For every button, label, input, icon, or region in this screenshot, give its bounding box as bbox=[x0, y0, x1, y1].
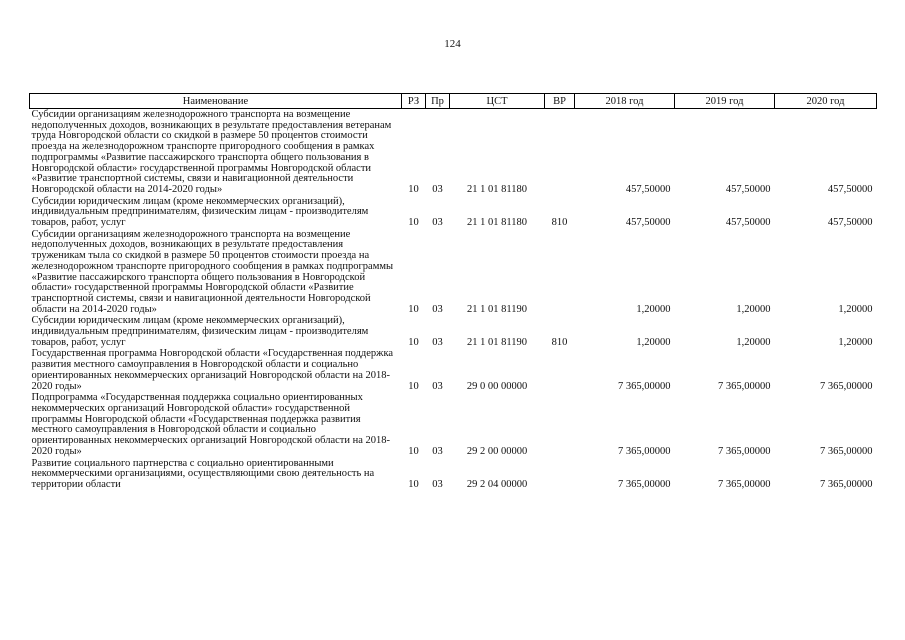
row-2020: 457,50000 bbox=[827, 217, 873, 229]
row-rz: 10 bbox=[408, 183, 419, 195]
row-2019: 1,20000 bbox=[736, 303, 771, 315]
budget-table bbox=[29, 93, 877, 491]
header-vr: ВР bbox=[545, 94, 575, 109]
row-2018: 7 365,00000 bbox=[618, 380, 671, 392]
row-2020: 457,50000 bbox=[827, 183, 873, 195]
row-2018: 457,50000 bbox=[625, 183, 671, 195]
table-row bbox=[30, 458, 877, 491]
row-pr: 03 bbox=[432, 445, 443, 457]
row-2019: 7 365,00000 bbox=[718, 380, 771, 392]
row-2018: 7 365,00000 bbox=[618, 445, 671, 457]
header-name: Наименование bbox=[30, 94, 402, 109]
header-cst: ЦСТ bbox=[450, 94, 545, 109]
table-row bbox=[30, 196, 877, 229]
row-rz: 10 bbox=[408, 217, 419, 229]
header-2019: 2019 год bbox=[675, 94, 775, 109]
row-rz: 10 bbox=[408, 336, 419, 348]
row-2019: 1,20000 bbox=[736, 336, 771, 348]
row-2019: 7 365,00000 bbox=[718, 445, 771, 457]
page-number: 124 bbox=[444, 38, 461, 50]
row-cst: 29 0 00 00000 bbox=[466, 380, 528, 392]
row-vr: 810 bbox=[551, 336, 568, 348]
table-row bbox=[30, 109, 877, 196]
row-2019: 7 365,00000 bbox=[718, 478, 771, 490]
header-rz: РЗ bbox=[402, 94, 426, 109]
row-2018: 1,20000 bbox=[636, 303, 671, 315]
row-2020: 7 365,00000 bbox=[820, 380, 873, 392]
row-pr: 03 bbox=[432, 336, 443, 348]
row-2018: 457,50000 bbox=[625, 217, 671, 229]
row-vr bbox=[545, 109, 575, 196]
row-rz: 10 bbox=[408, 478, 419, 490]
header-pr: Пр bbox=[426, 94, 450, 109]
row-2019: 457,50000 bbox=[725, 217, 771, 229]
table-header-row bbox=[30, 94, 877, 109]
row-2019: 457,50000 bbox=[725, 183, 771, 195]
row-vr bbox=[545, 229, 575, 316]
row-2020: 1,20000 bbox=[838, 336, 873, 348]
header-2018: 2018 год bbox=[575, 94, 675, 109]
row-2018: 1,20000 bbox=[636, 336, 671, 348]
table-row bbox=[30, 348, 877, 392]
row-name: Субсидии организациям железнодорожного транспорта на возмещение недополученных доходов, возникающих в результате предоставления ветеранам труда Новгородской области со скидкой в размере 50 процентов стоимости проезда на железнодорожном транспорте пригородного сообщения в рамках подпрограммы «Развитие пассажирского транспорта общего пользования в Новгородской области» государственной программы Новгородской области «Развитие транспортной системы, связи и навигационной деятельности Новгородской области на 2014-2020 годы» bbox=[31, 109, 392, 195]
table-row bbox=[30, 392, 877, 457]
row-vr bbox=[545, 458, 575, 491]
table-row bbox=[30, 229, 877, 316]
row-name: Субсидии юридическим лицам (кроме некоммерческих организаций), индивидуальным предпринимателям, физическим лицам - производителям товаров, работ, услуг bbox=[31, 195, 369, 229]
row-rz: 10 bbox=[408, 445, 419, 457]
row-cst: 21 1 01 81190 bbox=[467, 303, 527, 315]
row-vr bbox=[545, 348, 575, 392]
row-name: Подпрограмма «Государственная поддержка социально ориентированных некоммерческих организаций Новгородской области» государственной программы Новгородской области «Государственная поддержка развития местного самоуправления в Новгородской области и социально ориентированных некоммерческих организаций Новгородской области на 2018-2020 годы» bbox=[31, 392, 391, 457]
row-rz: 10 bbox=[408, 380, 419, 392]
row-cst: 21 1 01 81180 bbox=[467, 217, 527, 229]
row-cst: 21 1 01 81190 bbox=[467, 336, 527, 348]
row-rz: 10 bbox=[408, 303, 419, 315]
row-2018: 7 365,00000 bbox=[618, 478, 671, 490]
row-pr: 03 bbox=[432, 380, 443, 392]
row-pr: 03 bbox=[432, 217, 443, 229]
row-vr bbox=[545, 392, 575, 457]
row-2020: 7 365,00000 bbox=[820, 445, 873, 457]
row-vr: 810 bbox=[551, 217, 568, 229]
row-cst: 21 1 01 81180 bbox=[467, 183, 527, 195]
row-cst: 29 2 00 00000 bbox=[466, 445, 528, 457]
row-2020: 1,20000 bbox=[838, 303, 873, 315]
row-pr: 03 bbox=[432, 303, 443, 315]
header-2020: 2020 год bbox=[775, 94, 877, 109]
row-pr: 03 bbox=[432, 183, 443, 195]
row-cst: 29 2 04 00000 bbox=[466, 478, 528, 490]
row-pr: 03 bbox=[432, 478, 443, 490]
row-name: Государственная программа Новгородской области «Государственная поддержка развития местного самоуправления в Новгородской области и социально ориентированных некоммерческих организаций Новгородской области на 2018-2020 годы» bbox=[31, 348, 394, 392]
row-2020: 7 365,00000 bbox=[820, 478, 873, 490]
table-row bbox=[30, 315, 877, 348]
row-name: Субсидии организациям железнодорожного транспорта на возмещение недополученных доходов, возникающих в результате предоставления труженикам тыла со скидкой в размере 50 процентов стоимости проезда на железнодорожном транспорте пригородного сообщения в рамках подпрограммы «Развитие пассажирского транспорта общего пользования в Новгородской области» государственной программы Новгородской области «Развитие транспортной системы, связи и навигационной деятельности Новгородской области на 2014-2020 годы» bbox=[31, 228, 394, 315]
row-name: Субсидии юридическим лицам (кроме некоммерческих организаций), индивидуальным предпринимателям, физическим лицам - производителям товаров, работ, услуг bbox=[31, 315, 369, 348]
row-name: Развитие социального партнерства с социально ориентированными некоммерческими организациями, осуществляющими свою деятельность на территории области bbox=[31, 457, 375, 490]
